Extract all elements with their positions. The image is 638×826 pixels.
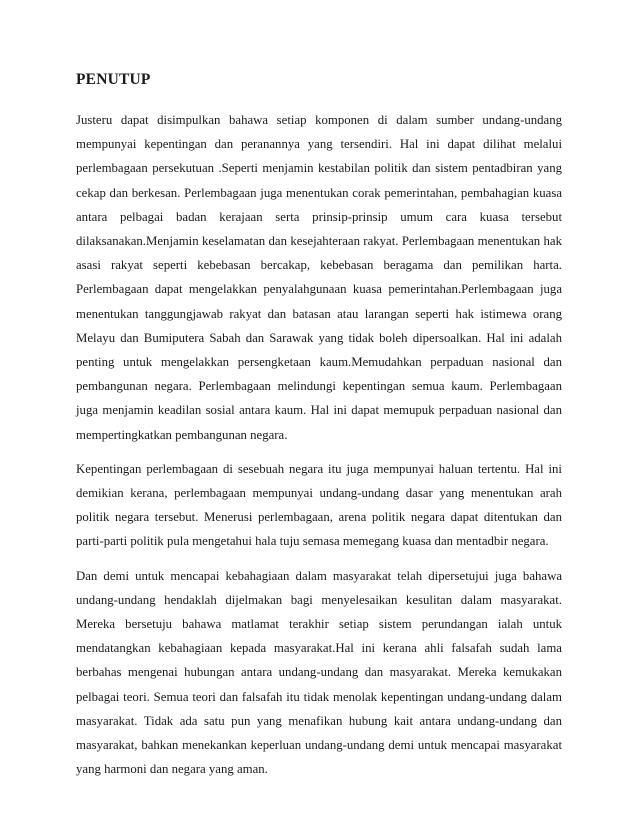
paragraph-3: Dan demi untuk mencapai kebahagiaan dalam masyarakat telah dipersetujui juga bahawa undang-undang hendaklah dijelmakan bagi menyelesaikan kesulitan dalam masyarakat. Mereka bersetuju bahawa matlamat terakhir setiap sistem perundangan ialah untuk mendatangkan kebahagiaan kepada masyarakat.Hal ini kerana ahli falsafah sudah lama berbahas mengenai hubungan antara undang-undang dan masyarakat. Mereka kemukakan pelbagai teori. Semua teori dan falsafah itu tidak menolak kepentingan undang-undang dalam masyarakat. Tidak ada satu pun yang menafikan hubung kait antara undang-undang dan masyarakat, bahkan menekankan keperluan undang-undang demi untuk mencapai masyarakat yang harmoni dan negara yang aman.	[76, 568, 562, 777]
section-heading: PENUTUP	[76, 71, 151, 88]
paragraph-2: Kepentingan perlembagaan di sesebuah negara itu juga mempunyai haluan tertentu. Hal ini demikian kerana, perlembagaan mempunyai undang-undang dasar yang menentukan arah politik negara tersebut. Menerusi perlembagaan, arena politik negara dapat ditentukan dan parti-parti politik pula mengetahui hala tuju semasa memegang kuasa dan mentadbir negara.	[76, 461, 562, 549]
document-body	[76, 70, 562, 791]
paragraph-1: Justeru dapat disimpulkan bahawa setiap komponen di dalam sumber undang-undang mempunyai kepentingan dan peranannya yang tersendiri. Hal ini dapat dilihat melalui perlembagaan persekutuan .Seperti menjamin kestabilan politik dan sistem pentadbiran yang cekap dan berkesan. Perlembagaan juga menentukan corak pemerintahan, pembahagian kuasa antara pelbagai badan kerajaan serta prinsip-prinsip umum cara kuasa tersebut dilaksanakan.Menjamin keselamatan dan kesejahteraan rakyat. Perlembagaan menentukan hak asasi rakyat seperti kebebasan bercakap, kebebasan beragama dan pemilikan harta. Perlembagaan dapat mengelakkan penyalahgunaan kuasa pemerintahan.Perlembagaan juga menentukan tanggungjawab rakyat dan batasan atau larangan seperti hak istimewa orang Melayu dan Bumiputera Sabah dan Sarawak yang tidak boleh dipersoalkan. Hal ini adalah penting untuk mengelakkan persengketaan kaum.Memudahkan perpaduan nasional dan pembangunan negara. Perlembagaan melindungi kepentingan semua kaum. Perlembagaan juga menjamin keadilan sosial antara kaum. Hal ini dapat memupuk perpaduan nasional dan mempertingkatkan pembangunan negara.	[76, 113, 562, 442]
